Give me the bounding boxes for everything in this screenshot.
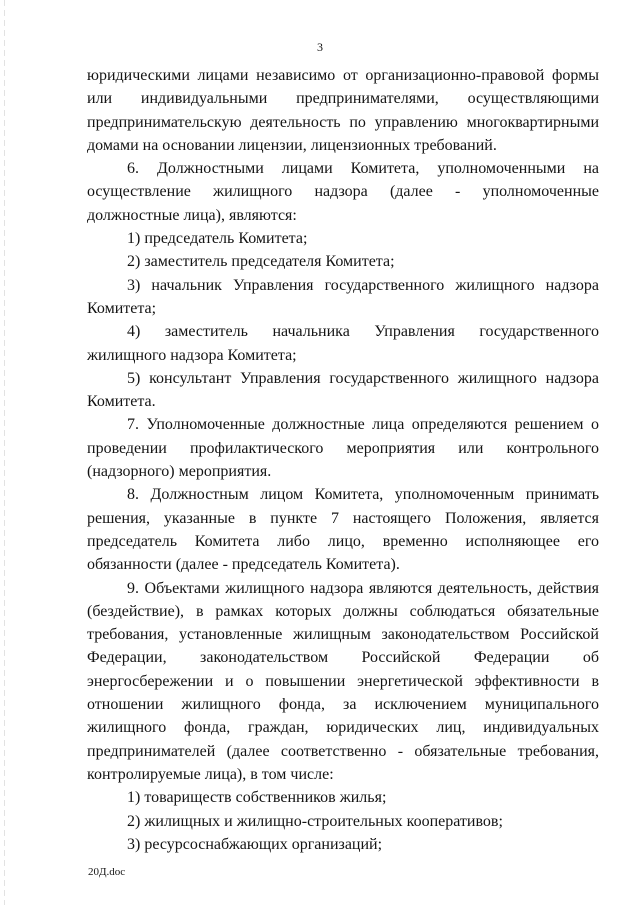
text-line: Федерации, законодательством Российской Федерации об xyxy=(87,649,599,667)
text-line: должностные лица), являются: xyxy=(87,206,297,224)
text-line: контролируемые лица), в том числе: xyxy=(87,765,334,783)
text-line: юридическими лицами независимо от организационно-правовой формы xyxy=(87,67,599,84)
text-line: проведении профилактического мероприятия или контрольного xyxy=(87,439,599,457)
text-line: 3) начальник Управления государственного жилищного надзора xyxy=(127,276,599,294)
text-line: жилищного фонда, граждан, юридических лиц, индивидуальных xyxy=(87,719,599,737)
text-line: председатель Комитета либо лицо, временно исполняющее его xyxy=(87,532,599,550)
text-line: или индивидуальными предпринимателями, осуществляющими xyxy=(87,90,599,108)
text-line: Комитета; xyxy=(87,299,157,317)
text-line: предпринимательскую деятельность по управлению многоквартирными xyxy=(87,113,599,131)
text-line: решения, указанные в пункте 7 настоящего Положения, является xyxy=(87,509,599,527)
text-line: 1) товариществ собственников жилья; xyxy=(127,789,387,807)
text-line: жилищного надзора Комитета; xyxy=(87,346,297,364)
text-line: энергосбережении и о повышении энергетической эффективности в xyxy=(87,672,599,690)
text-line: осуществление жилищного надзора (далее - уполномоченные xyxy=(87,183,599,201)
text-line: (надзорного) мероприятия. xyxy=(87,463,272,481)
scan-edge xyxy=(4,0,5,905)
text-line: 2) заместитель председателя Комитета; xyxy=(127,253,395,271)
text-line: домами на основании лицензии, лицензионных требований. xyxy=(87,136,497,154)
text-line: 1) председатель Комитета; xyxy=(127,230,308,248)
text-line: 9. Объектами жилищного надзора являются деятельность, действия xyxy=(127,579,599,597)
text-line: отношении жилищного фонда, за исключением муниципального xyxy=(87,696,599,714)
page-number: 3 xyxy=(317,40,323,54)
text-line: 5) консультант Управления государственного жилищного надзора xyxy=(127,369,599,387)
text-line: 4) заместитель начальника Управления государственного xyxy=(127,323,599,341)
text-line: 8. Должностным лицом Комитета, уполномоченным принимать xyxy=(127,486,599,504)
footer-filename: 20Д.doc xyxy=(88,866,126,878)
text-line: 2) жилищных и жилищно-строительных кооперативов; xyxy=(127,812,503,830)
text-line: 3) ресурсоснабжающих организаций; xyxy=(127,835,383,853)
document-body xyxy=(87,64,599,856)
text-line: обязанности (далее - председатель Комитета). xyxy=(87,556,400,574)
text-line: (бездействие), в рамках которых должны соблюдаться обязательные xyxy=(87,602,599,620)
text-line: требования, установленные жилищным законодательством Российской xyxy=(87,626,599,644)
text-line: 7. Уполномоченные должностные лица определяются решением о xyxy=(127,416,599,434)
text-line: предпринимателей (далее соответственно - обязательные требования, xyxy=(87,742,599,760)
text-line: 6. Должностными лицами Комитета, уполномоченными на xyxy=(127,160,599,178)
text-line: Комитета. xyxy=(87,393,156,411)
